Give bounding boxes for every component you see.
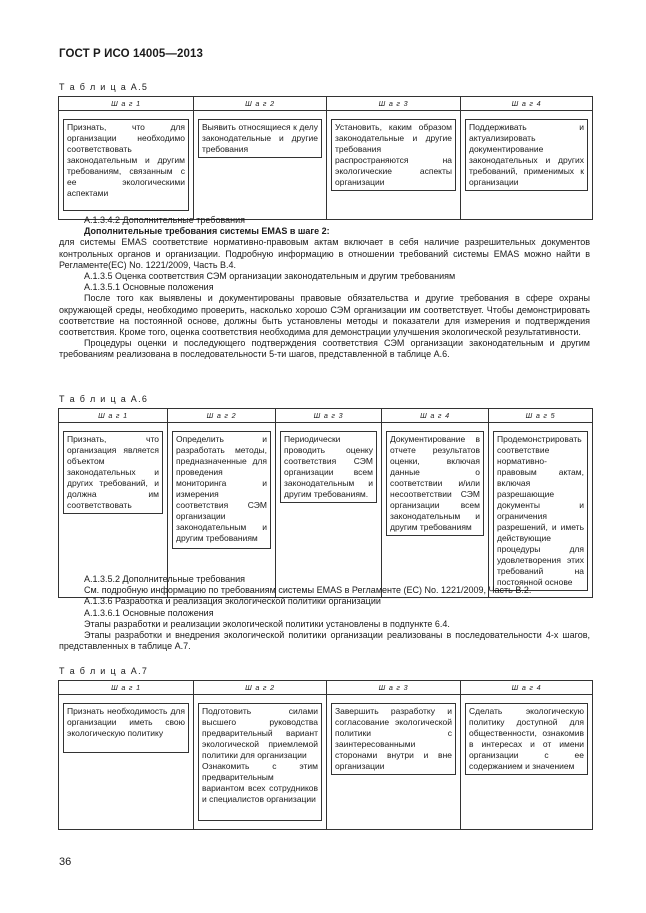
paragraph: А.1.3.6 Разработка и реализация экологической политики организации <box>84 596 381 607</box>
column-header: Ш а г 2 <box>194 681 327 695</box>
paragraph: Этапы разработки и реализации экологической политики установлены в подпункте 6.4. <box>84 618 450 629</box>
paragraph: Процедуры оценки и последующего подтверждения соответствия СЭМ организации законодательным и другим требованиям реализована в последовательности 5-ти шагов, представленной в таблице А.6. <box>59 338 590 360</box>
table-header-row <box>59 97 593 111</box>
paragraph-bold: Дополнительные требования системы EMAS в шаге 2: <box>84 226 330 237</box>
step-cell: Признать, что для организации необходимо соответствовать законодательным и другим требованиям, связанным с ее экологическими аспектами <box>63 119 189 211</box>
section-text-2 <box>59 574 590 652</box>
step-cell: Продемонстрировать соответствие нормативно-правовым актам, включая разрешающие документы и ограничения разрешений, и иметь действующие процедуры для удовлетворения этих требований на постоянной основе <box>493 431 588 591</box>
step-cell-text: Подготовить силами высшего руководства предварительный вариант экологической приемлемой политики для организации <box>202 706 318 760</box>
table-a7 <box>58 680 593 830</box>
step-cell: Завершить разработку и согласование экологической политики с заинтересованными сторонами внутри и вне организации <box>331 703 456 775</box>
column-header: Ш а г 1 <box>59 409 168 423</box>
page-number: 36 <box>59 856 72 868</box>
table-header-row <box>59 409 593 423</box>
step-cell <box>198 703 322 821</box>
column-header: Ш а г 1 <box>59 681 194 695</box>
column-header: Ш а г 2 <box>168 409 276 423</box>
step-cell: Признать, что организация является объектом законодательных и других требований, и должна им соответствовать <box>63 431 163 514</box>
paragraph: А.1.3.5 Оценка соответствия СЭМ организации законодательным и другим требованиям <box>84 271 456 282</box>
column-header: Ш а г 1 <box>59 97 194 111</box>
paragraph: См. подробную информацию по требованиям системы EMAS в Регламенте (ЕС) No. 1221/2009, Часть В.2. <box>84 585 532 596</box>
table-row <box>59 703 593 830</box>
paragraph: А.1.3.4.2 Дополнительные требования <box>84 215 246 225</box>
column-header: Ш а г 3 <box>276 409 382 423</box>
table-a5 <box>58 96 593 220</box>
paragraph: После того как выявлены и документированы правовые обязательства и другие требования в сфере охраны окружающей среды, необходимо проверить, насколько хорошо СЭМ организации им соответствует. Чтобы демонстрировать соответствие на постоянной основе, должны быть установлены методы и показатели для измерения и подтверждения соответствия. Кроме того, оценка соответствия необходима для демонстрации улучшения экологической результативности. <box>59 293 590 338</box>
table-a6-label: Т а б л и ц а А.6 <box>59 394 149 404</box>
table-row <box>59 119 593 220</box>
step-cell: Сделать экологическую политику доступной для общественности, ознакомив в интересах и от имени организации с ее содержанием и значением <box>465 703 588 775</box>
table-header-row <box>59 681 593 695</box>
step-cell: Определить и разработать методы, предназначенные для проведения мониторинга и измерения соответствия СЭМ организации законодательным и другим требованиям <box>172 431 271 549</box>
paragraph: для системы EMAS соответствие нормативно-правовым актам включает в себя наличие разрешительных документов контрольных органов и организации. Подробную информацию в отношении требований системы EMAS можно найти в Регламенте(ЕС) No. 1221/2009, Часть В.4. <box>59 237 590 270</box>
step-cell: Признать необходимость для организации иметь свою экологическую политику <box>63 703 189 753</box>
column-header: Ш а г 3 <box>327 681 461 695</box>
step-cell: Выявить относящиеся к делу законодательные и другие требования <box>198 119 322 158</box>
step-cell: Поддерживать и актуализировать документирование законодательных и других требований, применимых к организации <box>465 119 588 191</box>
paragraph: А.1.3.5.1 Основные положения <box>84 282 214 293</box>
paragraph: А.1.3.5.2 Дополнительные требования <box>84 574 246 584</box>
paragraph: А.1.3.6.1 Основные положения <box>84 607 214 618</box>
document-header: ГОСТ Р ИСО 14005—2013 <box>59 48 204 60</box>
step-cell: Установить, каким образом законодательные и другие требования распространяются на экологические аспекты организации <box>331 119 456 191</box>
column-header: Ш а г 3 <box>327 97 461 111</box>
column-header: Ш а г 2 <box>194 97 327 111</box>
table-row <box>59 431 593 598</box>
table-a5-label: Т а б л и ц а А.5 <box>59 82 149 92</box>
paragraph: Этапы разработки и внедрения экологической политики организации реализованы в последовательности 4-х шагов, представленных в таблице А.7. <box>59 630 590 652</box>
column-header: Ш а г 4 <box>382 409 489 423</box>
table-a7-label: Т а б л и ц а А.7 <box>59 666 149 676</box>
section-text-1 <box>59 215 590 361</box>
column-header: Ш а г 4 <box>461 681 593 695</box>
step-cell: Документирование в отчете результатов оценки, включая данные о соответствии и/или несоответствии СЭМ организации всем законодательным и другим требованиям <box>386 431 484 536</box>
column-header: Ш а г 5 <box>489 409 593 423</box>
table-a6 <box>58 408 593 598</box>
column-header: Ш а г 4 <box>461 97 593 111</box>
step-cell-text: Ознакомить с этим предварительным вариантом всех сотрудников и специалистов организации <box>202 761 318 804</box>
step-cell: Периодически проводить оценку соответствия СЭМ организации всем законодательным и другим требованиям. <box>280 431 377 503</box>
